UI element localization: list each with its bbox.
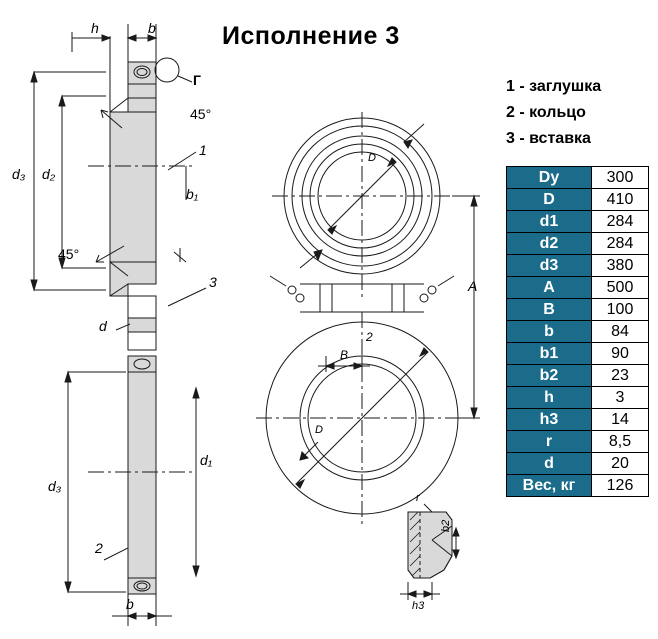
label-detail-r: r <box>416 492 420 504</box>
legend-item-2: 2 - кольцо <box>506 104 586 121</box>
leader-callout-1 <box>168 152 196 170</box>
spec-value: 500 <box>592 277 649 299</box>
part-2-ring-section <box>128 356 156 594</box>
label-d-small: d <box>99 318 107 334</box>
dim-d1 <box>193 388 199 576</box>
g-detail-circle <box>155 58 192 82</box>
label-detail-b2: b2 <box>440 519 452 532</box>
label-b-bottom: b <box>126 596 134 612</box>
legend <box>506 74 601 152</box>
label-d3-lower: d₃ <box>48 478 62 494</box>
label-d2: d₂ <box>42 166 56 182</box>
label-view-D-lower: D <box>315 424 323 436</box>
label-angle-top: 45° <box>190 106 212 122</box>
spec-value: 380 <box>592 255 649 277</box>
part-3-insert <box>128 296 156 350</box>
label-b1: b₁ <box>186 186 199 202</box>
spec-value: 284 <box>592 233 649 255</box>
spec-label: A <box>507 277 592 299</box>
spec-label: h <box>507 387 592 409</box>
spec-label: Dy <box>507 167 592 189</box>
table-row <box>507 475 649 497</box>
spec-label: Вес, кг <box>507 475 592 497</box>
spec-value: 126 <box>592 475 649 497</box>
spec-value: 20 <box>592 453 649 475</box>
spec-label: r <box>507 431 592 453</box>
table-row <box>507 387 649 409</box>
label-d3-upper: d₃ <box>12 166 26 182</box>
table-row <box>507 233 649 255</box>
label-h-top: h <box>91 20 99 36</box>
plan-view-upper <box>272 112 452 300</box>
label-view-B: B <box>340 348 349 362</box>
dim-A <box>452 196 480 418</box>
label-detail-h3: h3 <box>412 600 425 612</box>
table-row <box>507 453 649 475</box>
spec-label: d2 <box>507 233 592 255</box>
table-row <box>507 211 649 233</box>
table-row <box>507 409 649 431</box>
label-g-mark: Г <box>193 72 201 88</box>
spec-table <box>506 166 649 497</box>
spec-value: 284 <box>592 211 649 233</box>
label-callout-3: 3 <box>209 274 217 290</box>
spec-value: 90 <box>592 343 649 365</box>
spec-value: 23 <box>592 365 649 387</box>
label-angle-bottom: 45° <box>58 246 80 262</box>
plan-view-lower <box>256 312 468 524</box>
spec-value: 3 <box>592 387 649 409</box>
spec-label: b2 <box>507 365 592 387</box>
label-b-top: b <box>148 20 156 36</box>
table-row <box>507 277 649 299</box>
page-title: Исполнение 3 <box>222 22 400 50</box>
detail-g <box>400 504 459 600</box>
spec-label: D <box>507 189 592 211</box>
spec-value: 8,5 <box>592 431 649 453</box>
leader-callout-2 <box>104 548 128 560</box>
spec-value: 14 <box>592 409 649 431</box>
table-row <box>507 255 649 277</box>
table-row <box>507 431 649 453</box>
dim-d2 <box>59 96 106 268</box>
table-row <box>507 321 649 343</box>
spec-value: 84 <box>592 321 649 343</box>
label-d1: d₁ <box>200 452 213 468</box>
spec-value: 410 <box>592 189 649 211</box>
label-view-A: A <box>468 278 478 294</box>
spec-label: b1 <box>507 343 592 365</box>
table-row <box>507 299 649 321</box>
label-callout-2: 2 <box>95 540 103 556</box>
legend-item-1: 1 - заглушка <box>506 78 602 95</box>
label-callout-1: 1 <box>199 142 207 158</box>
table-row <box>507 343 649 365</box>
spec-label: b <box>507 321 592 343</box>
table-row <box>507 365 649 387</box>
spec-label: d3 <box>507 255 592 277</box>
spec-label: d <box>507 453 592 475</box>
spec-label: h3 <box>507 409 592 431</box>
table-row <box>507 189 649 211</box>
dim-b-bottom <box>112 594 172 626</box>
part-1-blank-section <box>110 62 156 296</box>
label-view-D-upper: D <box>368 152 376 164</box>
legend-item-3: 3 - вставка <box>506 130 591 147</box>
leader-callout-3 <box>168 288 206 306</box>
spec-value: 300 <box>592 167 649 189</box>
spec-table-body <box>507 167 649 497</box>
spec-label: B <box>507 299 592 321</box>
spec-label: d1 <box>507 211 592 233</box>
spec-value: 100 <box>592 299 649 321</box>
label-view-2: 2 <box>366 330 373 344</box>
table-row <box>507 167 649 189</box>
dim-d3-lower <box>65 372 126 592</box>
